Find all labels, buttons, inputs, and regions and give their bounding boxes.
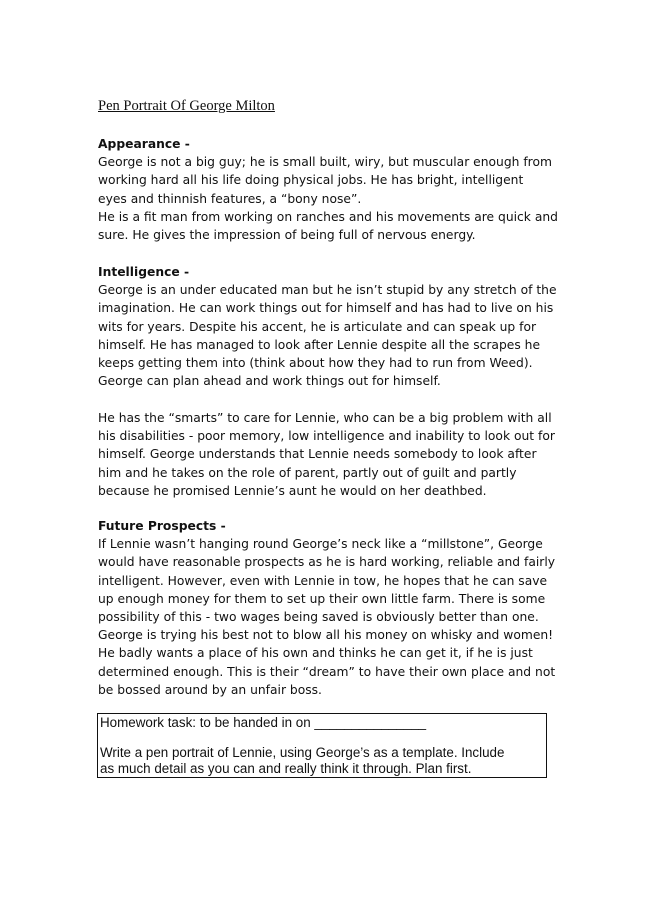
section-heading-future-prospects: Future Prospects -	[98, 519, 226, 533]
paragraph-line: George is trying his best not to blow all his money on whisky and women!	[98, 628, 554, 643]
paragraph-line: George can plan ahead and work things out for himself.	[98, 374, 441, 389]
paragraph-line: working hard all his life doing physical jobs. He has bright, intelligent	[98, 173, 524, 188]
section-heading-appearance: Appearance -	[98, 137, 190, 151]
paragraph-line: wits for years. Despite his accent, he is articulate and can speak up for	[98, 319, 537, 334]
paragraph-line: sure. He gives the impression of being full of nervous energy.	[98, 228, 476, 243]
homework-task-line: Homework task: to be handed in on _______________	[100, 715, 427, 730]
paragraph-line: intelligent. However, even with Lennie in tow, he hopes that he can save	[98, 573, 548, 588]
paragraph-line: possibility of this - two wages being saved is obviously better than one.	[98, 610, 539, 625]
section-future-prospects	[98, 517, 556, 699]
paragraph-line: be bossed around by an unfair boss.	[98, 682, 322, 697]
homework-instruction-line: Write a pen portrait of Lennie, using George’s as a template. Include	[100, 745, 505, 760]
paragraph-line: He has the “smarts” to care for Lennie, who can be a big problem with all	[98, 411, 552, 425]
paragraph-line: determined enough. This is their “dream” to have their own place and not	[98, 664, 556, 679]
paragraph-line: his disabilities - poor memory, low intelligence and inability to look out for	[98, 429, 555, 444]
paragraph-line: eyes and thinnish features, a “bony nose”.	[98, 191, 362, 206]
section-smarts-paragraph	[98, 409, 555, 500]
section-appearance	[98, 135, 558, 244]
paragraph-line: He is a fit man from working on ranches and his movements are quick and	[98, 209, 558, 224]
section-heading-intelligence: Intelligence -	[98, 265, 190, 279]
homework-spacer	[100, 731, 544, 745]
homework-instruction-line: as much detail as you can and really think it through. Plan first.	[100, 761, 472, 776]
homework-task-box	[97, 713, 547, 778]
document-title: Pen Portrait Of George Milton	[98, 98, 275, 114]
paragraph-line: because he promised Lennie’s aunt he would on her deathbed.	[98, 483, 487, 498]
paragraph-line: George is not a big guy; he is small built, wiry, but muscular enough from	[98, 155, 552, 170]
paragraph-line: George is an under educated man but he isn’t stupid by any stretch of the	[98, 283, 557, 298]
paragraph-line: up enough money for them to set up their own little farm. There is some	[98, 591, 546, 606]
paragraph-line: himself. He has managed to look after Lennie despite all the scrapes he	[98, 337, 541, 352]
paragraph-line: He badly wants a place of his own and thinks he can get it, if he is just	[98, 646, 533, 661]
paragraph-line: imagination. He can work things out for himself and has had to live on his	[98, 301, 554, 316]
section-intelligence	[98, 263, 557, 390]
paragraph-line: him and he takes on the role of parent, partly out of guilt and partly	[98, 465, 517, 480]
paragraph-line: himself. George understands that Lennie needs somebody to look after	[98, 447, 537, 462]
paragraph-line: If Lennie wasn’t hanging round George’s neck like a “millstone”, George	[98, 537, 543, 552]
paragraph-line: would have reasonable prospects as he is hard working, reliable and fairly	[98, 555, 556, 570]
paragraph-line: keeps getting them into (think about how they had to run from Weed).	[98, 356, 533, 371]
